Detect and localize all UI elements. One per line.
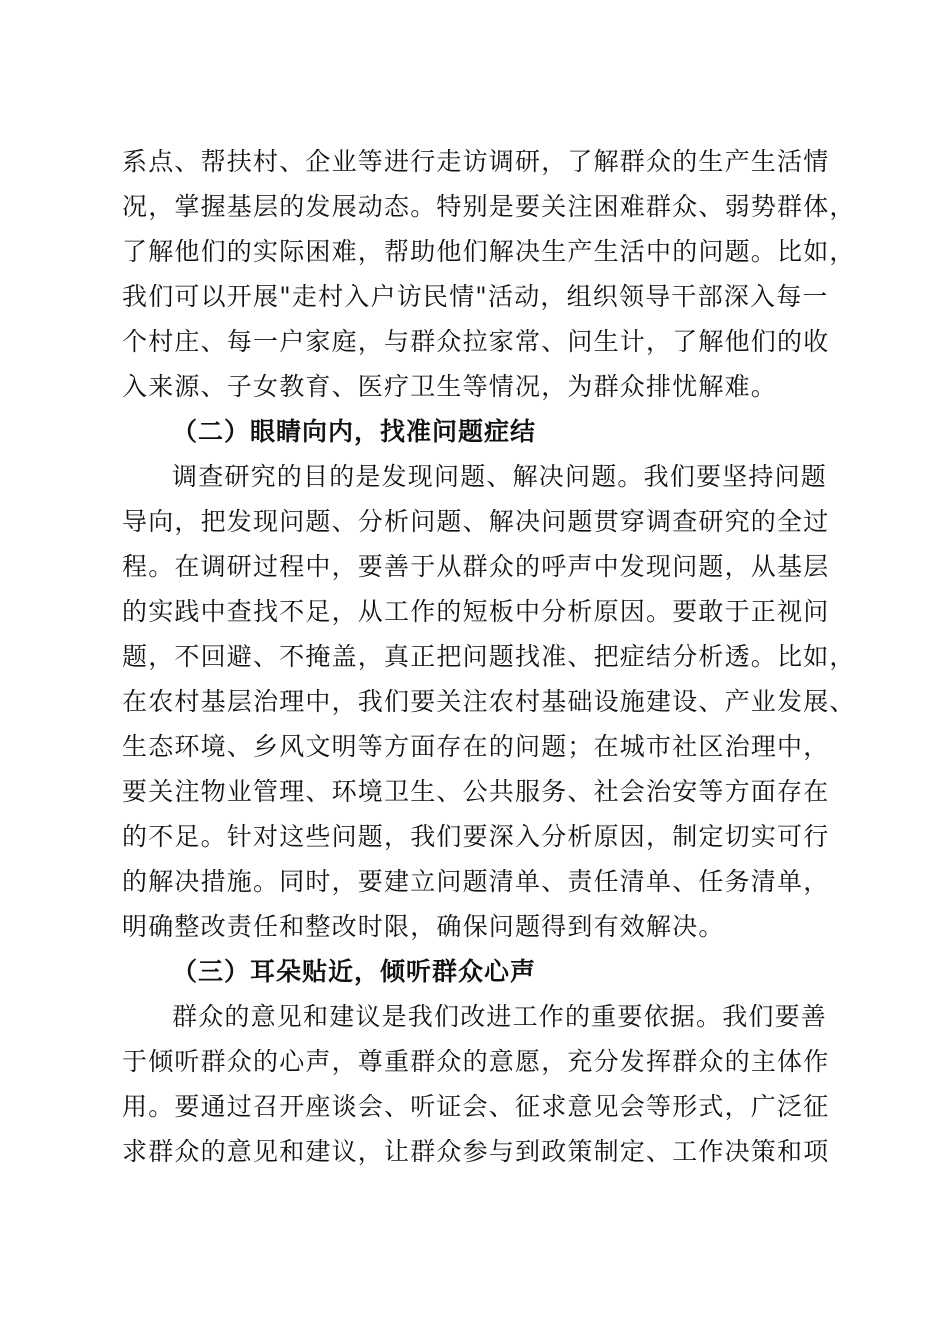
text-line: 况，掌握基层的发展动态。特别是要关注困难群众、弱势群体， xyxy=(122,192,856,221)
section-heading-2: （二）眼睛向内，找准问题症结 xyxy=(172,417,537,446)
text-line: 题，不回避、不掩盖，真正把问题找准、把症结分析透。比如， xyxy=(122,642,856,671)
text-line: 我们可以开展"走村入户访民情"活动，组织领导干部深入每一 xyxy=(122,282,829,311)
text-line: 要关注物业管理、环境卫生、公共服务、社会治安等方面存在 xyxy=(122,777,830,806)
text-line: 个村庄、每一户家庭，与群众拉家常、问生计，了解他们的收 xyxy=(122,327,830,356)
text-line: 群众的意见和建议是我们改进工作的重要依据。我们要善 xyxy=(172,1002,828,1031)
text-line: 的不足。针对这些问题，我们要深入分析原因，制定切实可行 xyxy=(122,822,830,851)
text-line: 求群众的意见和建议，让群众参与到政策制定、工作决策和项 xyxy=(122,1137,830,1166)
text-line: 入来源、子女教育、医疗卫生等情况，为群众排忧解难。 xyxy=(122,372,778,401)
text-line: 程。在调研过程中，要善于从群众的呼声中发现问题，从基层 xyxy=(122,552,830,581)
text-line: 于倾听群众的心声，尊重群众的意愿，充分发挥群众的主体作 xyxy=(122,1047,830,1076)
text-line: 用。要通过召开座谈会、听证会、征求意见会等形式，广泛征 xyxy=(122,1092,830,1121)
text-line: 明确整改责任和整改时限，确保问题得到有效解决。 xyxy=(122,912,725,941)
text-line: 的解决措施。同时，要建立问题清单、责任清单、任务清单， xyxy=(122,867,830,896)
section-heading-3: （三）耳朵贴近，倾听群众心声 xyxy=(172,957,537,986)
text-line: 导向，把发现问题、分析问题、解决问题贯穿调查研究的全过 xyxy=(122,507,830,536)
text-line: 在农村基层治理中，我们要关注农村基础设施建设、产业发展、 xyxy=(122,687,856,716)
text-line: 系点、帮扶村、企业等进行走访调研，了解群众的生产生活情 xyxy=(122,147,830,176)
text-line: 调查研究的目的是发现问题、解决问题。我们要坚持问题 xyxy=(172,462,828,491)
text-line: 生态环境、乡风文明等方面存在的问题；在城市社区治理中， xyxy=(122,732,830,761)
text-line: 了解他们的实际困难，帮助他们解决生产生活中的问题。比如， xyxy=(122,237,856,266)
text-line: 的实践中查找不足，从工作的短板中分析原因。要敢于正视问 xyxy=(122,597,830,626)
